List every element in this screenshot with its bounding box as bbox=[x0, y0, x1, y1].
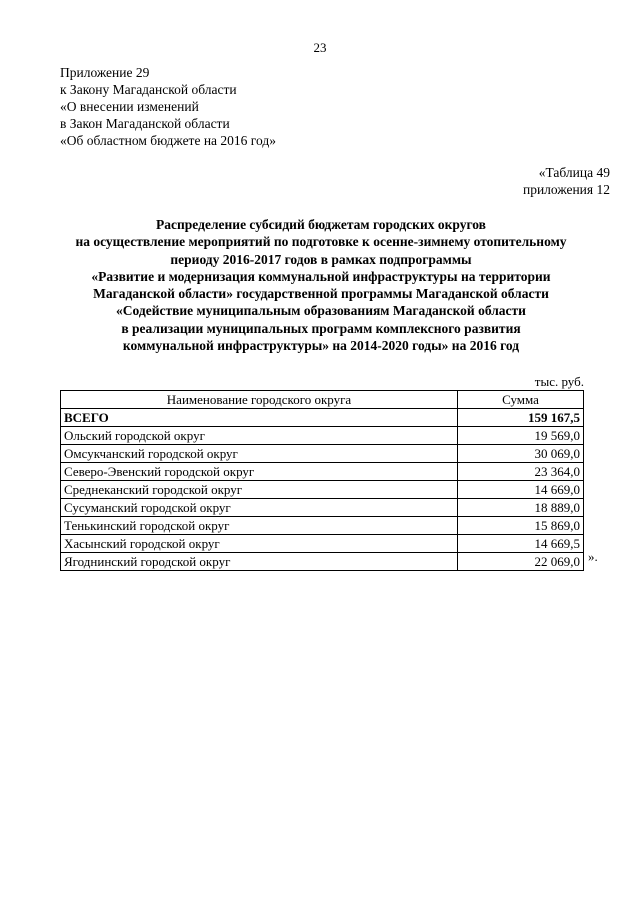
annex-line: к Закону Магаданской области bbox=[60, 82, 237, 97]
table-reference bbox=[523, 164, 610, 198]
subsidy-table bbox=[60, 390, 584, 571]
district-sum: 18 889,0 bbox=[458, 499, 584, 517]
page-number: 23 bbox=[313, 40, 327, 55]
district-sum: 19 569,0 bbox=[458, 427, 584, 445]
table-row bbox=[61, 445, 584, 463]
district-name: Ольский городской округ bbox=[61, 427, 458, 445]
header-sum: Сумма bbox=[458, 391, 584, 409]
table-reference-line: приложения 12 bbox=[522, 182, 610, 197]
table-row bbox=[61, 517, 584, 535]
district-sum: 14 669,0 bbox=[458, 481, 584, 499]
table-header-row bbox=[61, 391, 584, 409]
annex-line: Приложение 29 bbox=[60, 65, 150, 80]
table-reference-line: «Таблица 49 bbox=[538, 165, 610, 180]
district-sum: 23 364,0 bbox=[458, 463, 584, 481]
document-title bbox=[40, 216, 602, 354]
district-name: Ягоднинский городской округ bbox=[61, 553, 458, 571]
title-line: на осуществление мероприятий по подготовке к осенне-зимнему отопительному bbox=[75, 234, 567, 250]
district-sum: 30 069,0 bbox=[458, 445, 584, 463]
district-name: Омсукчанский городской округ bbox=[61, 445, 458, 463]
table-row bbox=[61, 553, 584, 571]
title-line: периоду 2016-2017 годов в рамках подпрограммы bbox=[170, 251, 472, 267]
table-row bbox=[61, 427, 584, 445]
units-label: тыс. руб. bbox=[534, 374, 584, 389]
title-line: «Развитие и модернизация коммунальной инфраструктуры на территории bbox=[91, 268, 551, 284]
district-sum: 14 669,5 bbox=[458, 535, 584, 553]
district-sum: 15 869,0 bbox=[458, 517, 584, 535]
title-line: «Содействие муниципальным образованиям Магаданской области bbox=[116, 303, 526, 319]
table-row bbox=[61, 499, 584, 517]
total-sum: 159 167,5 bbox=[458, 409, 584, 427]
annex-line: в Закон Магаданской области bbox=[60, 116, 230, 131]
table-total-row bbox=[61, 409, 584, 427]
header-district-name: Наименование городского округа bbox=[61, 391, 458, 409]
table-row bbox=[61, 481, 584, 499]
table-row bbox=[61, 463, 584, 481]
title-line: в реализации муниципальных программ комплексного развития bbox=[121, 320, 521, 336]
annex-line: «Об областном бюджете на 2016 год» bbox=[60, 133, 276, 148]
annex-reference bbox=[60, 64, 276, 149]
district-name: Северо-Эвенский городской округ bbox=[61, 463, 458, 481]
total-label: ВСЕГО bbox=[61, 409, 458, 427]
district-name: Сусуманский городской округ bbox=[61, 499, 458, 517]
district-name: Тенькинский городской округ bbox=[61, 517, 458, 535]
closing-quote-mark: ». bbox=[588, 549, 598, 564]
annex-line: «О внесении изменений bbox=[60, 99, 199, 114]
title-line: коммунальной инфраструктуры» на 2014-2020 годы» на 2016 год bbox=[122, 338, 520, 354]
title-line: Магаданской области» государственной программы Магаданской области bbox=[93, 286, 549, 302]
district-name: Среднеканский городской округ bbox=[61, 481, 458, 499]
title-line: Распределение субсидий бюджетам городских округов bbox=[156, 217, 486, 232]
district-name: Хасынский городской округ bbox=[61, 535, 458, 553]
table-row bbox=[61, 535, 584, 553]
district-sum: 22 069,0 bbox=[458, 553, 584, 571]
